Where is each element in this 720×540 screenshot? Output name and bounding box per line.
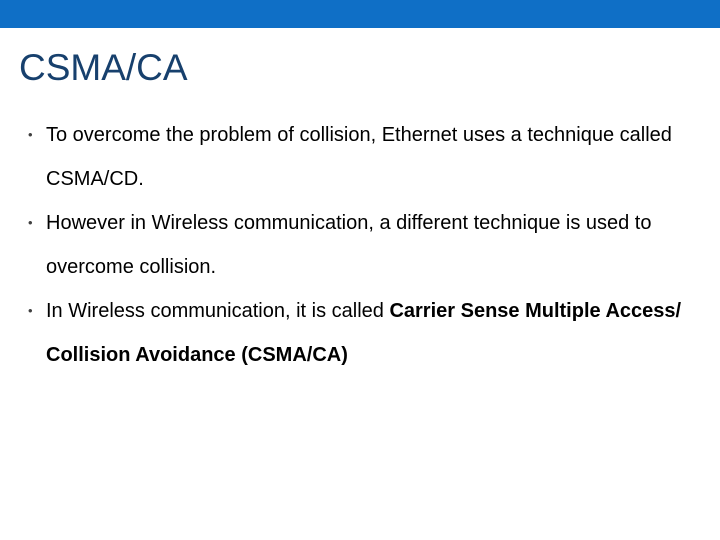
bullet-item xyxy=(28,113,708,201)
bullet-marker-icon: • xyxy=(28,303,33,318)
bullet-bold-text: Carrier Sense Multiple Access/ Collision Avoidance (CSMA/CA) xyxy=(46,300,682,366)
bullet-text: However in Wireless communication, a different technique is used to overcome collision. xyxy=(46,212,652,278)
slide-top-bar xyxy=(0,0,720,28)
slide-title: CSMA/CA xyxy=(19,47,188,88)
bullet-text: To overcome the problem of collision, Ethernet uses a technique called CSMA/CD. xyxy=(46,124,672,190)
bullet-marker-icon: • xyxy=(28,215,33,230)
bullet-marker-icon: • xyxy=(28,127,33,142)
bullet-item xyxy=(28,201,708,289)
bullet-list xyxy=(28,113,708,377)
bullet-item xyxy=(28,289,708,377)
bullet-text: In Wireless communication, it is called xyxy=(46,300,390,322)
